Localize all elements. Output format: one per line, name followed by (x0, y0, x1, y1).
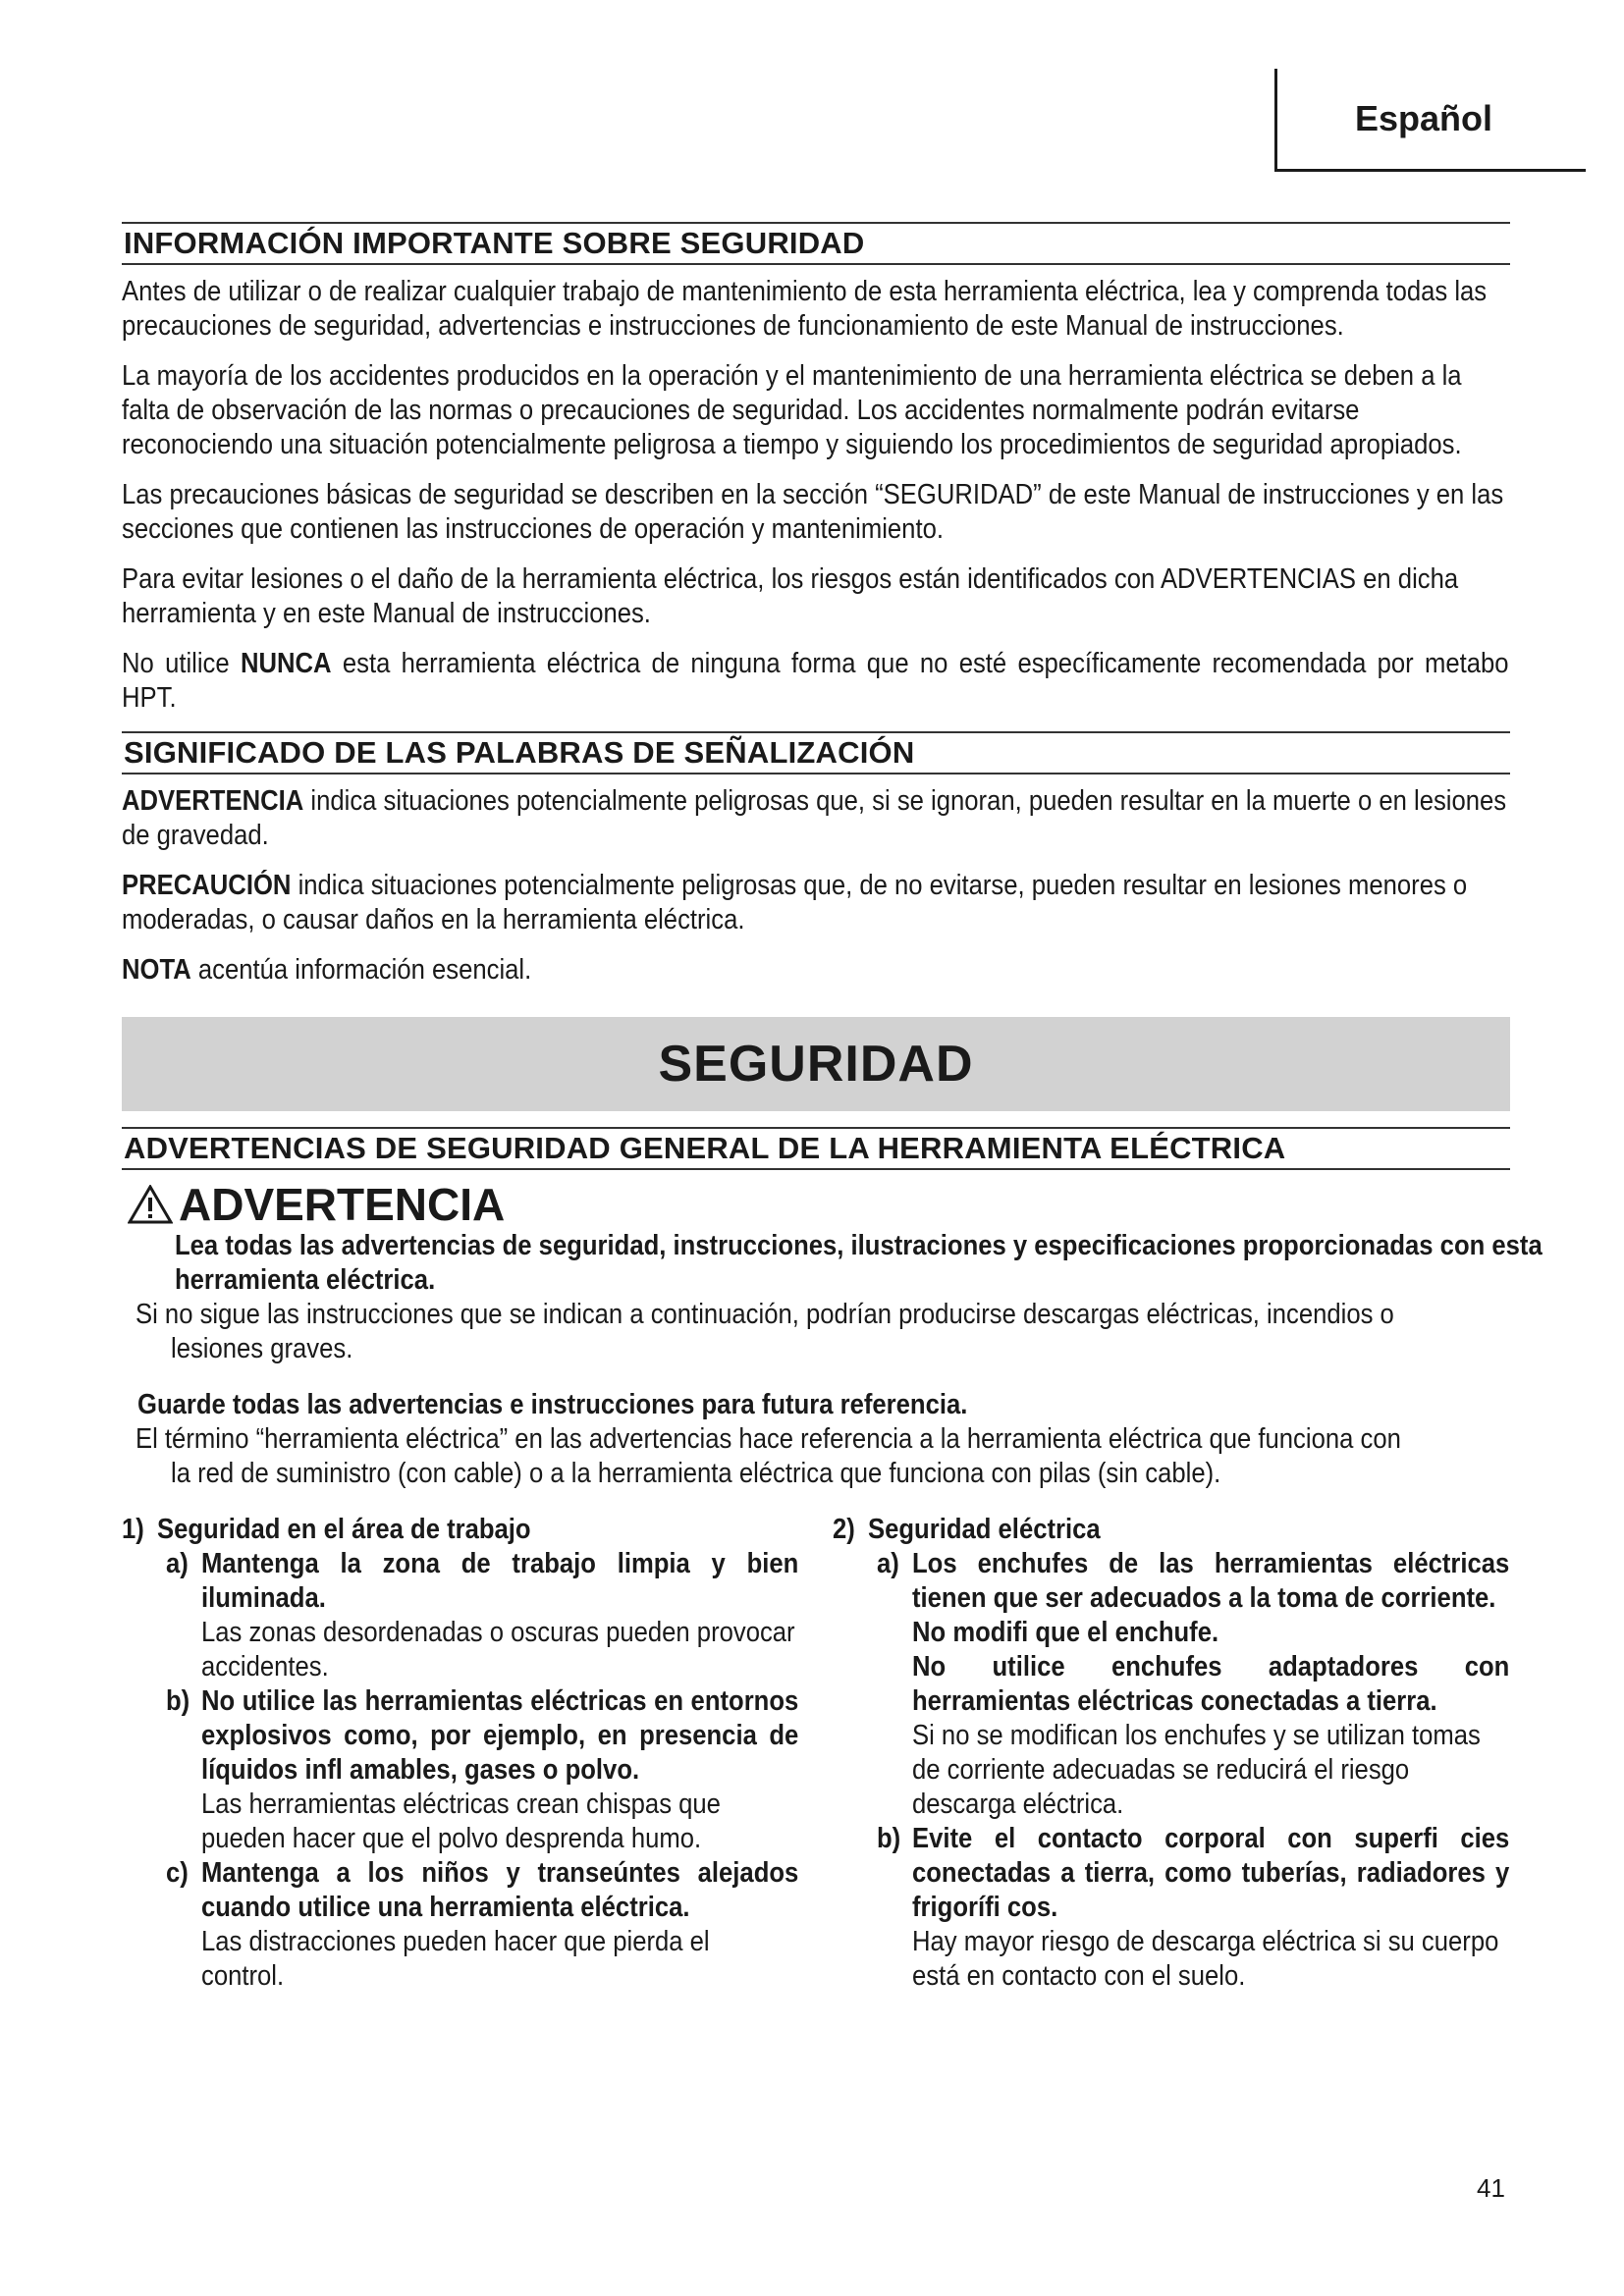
signal-nota: NOTA acentúa información esencial. (122, 954, 532, 986)
info-paragraph-4: Para evitar lesiones o el daño de la herramienta eléctrica, los riesgos están identificados con ADVERTENCIAS en dicha herramienta y en este Manual de instrucciones. (122, 563, 1459, 629)
warning-heading (128, 1180, 1510, 1229)
warning-label: ADVERTENCIA (179, 1179, 506, 1230)
list-item: a) Mantenga la zona de trabajo limpia y bien iluminada. Las zonas desordenadas o oscuras pueden provocar accidentes. (166, 1548, 799, 1682)
warning-read-all: Lea todas las advertencias de seguridad, instrucciones, ilustraciones y especificaciones proporcionadas con esta herramienta eléctrica. (175, 1230, 1543, 1296)
right-column (833, 1513, 1510, 1994)
warning-triangle-icon (128, 1185, 173, 1224)
language-label: Español (1355, 98, 1493, 138)
seguridad-banner: SEGURIDAD (122, 1017, 1510, 1111)
list-item: b) No utilice las herramientas eléctricas en entornos explosivos como, por ejemplo, en presencia de líquidos infl amables, gases o polvo. Las herramientas eléctricas crean chispas que pueden hacer que el polvo desprenda humo. (166, 1685, 799, 1854)
info-paragraph-2: La mayoría de los accidentes producidos en la operación y el mantenimiento de una herramienta eléctrica se deben a la falta de observación de las normas o precauciones de seguridad. Los accidentes normalmente podrán evitarse reconociendo una situación potencialmente peligrosa a tiempo y siguiendo los procedimientos de seguridad apropiados. (122, 360, 1462, 460)
signal-advertencia: ADVERTENCIA indica situaciones potencialmente peligrosas que, si se ignoran, pueden resultar en la muerte o en lesiones de gravedad. (122, 785, 1507, 851)
list-item: c) Mantenga a los niños y transeúntes alejados cuando utilice una herramienta eléctrica. Las distracciones pueden hacer que pierda el control. (166, 1857, 799, 1992)
section-title-signals: SIGNIFICADO DE LAS PALABRAS DE SEÑALIZACIÓN (122, 731, 1510, 774)
warning-keep: Guarde todas las advertencias e instrucciones para futura referencia. (137, 1389, 968, 1420)
page-number: 41 (1477, 2173, 1505, 2203)
warning-term: El término “herramienta eléctrica” en las advertencias hace referencia a la herramienta eléctrica que funciona con la red de suministro (con cable) o a la herramienta eléctrica que funciona con pilas (sin cable). (135, 1423, 1401, 1489)
left-column-heading: 1) Seguridad en el área de trabajo (122, 1514, 531, 1545)
section-title-info: INFORMACIÓN IMPORTANTE SOBRE SEGURIDAD (122, 222, 1510, 265)
info-paragraph-3: Las precauciones básicas de seguridad se describen en la sección “SEGURIDAD” de este Manual de instrucciones y en las secciones que contienen las instrucciones de operación y mantenimiento. (122, 479, 1504, 545)
info-paragraph-1: Antes de utilizar o de realizar cualquier trabajo de mantenimiento de esta herramienta eléctrica, lea y comprenda todas las precauciones de seguridad, advertencias e instrucciones de funcionamiento de este Manual de instrucciones. (122, 276, 1488, 342)
signal-precaucion: PRECAUCIÓN indica situaciones potencialmente peligrosas que, de no evitarse, pueden resultar en lesiones menores o moderadas, o causar daños en la herramienta eléctrica. (122, 870, 1468, 935)
warning-consequence: Si no sigue las instrucciones que se indican a continuación, podrían producirse descargas eléctricas, incendios o lesiones graves. (135, 1299, 1394, 1364)
info-paragraph-5: No utilice NUNCA esta herramienta eléctrica de ninguna forma que no esté específicamente recomendada por metabo HPT. (122, 648, 1509, 714)
never-emphasis: NUNCA (240, 648, 332, 679)
right-column-heading: 2) Seguridad eléctrica (833, 1514, 1101, 1545)
two-column-list (122, 1513, 1510, 1994)
section-title-general: ADVERTENCIAS DE SEGURIDAD GENERAL DE LA HERRAMIENTA ELÉCTRICA (122, 1127, 1510, 1170)
list-item: b) Evite el contacto corporal con superfi cies conectadas a tierra, como tuberías, radiadores y frigorífi cos. Hay mayor riesgo de descarga eléctrica si su cuerpo está en contacto con el suelo. (877, 1823, 1510, 1992)
left-column (122, 1513, 799, 1994)
page-content (122, 222, 1543, 1994)
list-item: a) Los enchufes de las herramientas eléctricas tienen que ser adecuados a la toma de corriente. No modifi que el enchufe. No utilice enchufes adaptadores con herramientas eléctricas conectadas a tierra. Si no se modifican los enchufes y se utilizan tomas de corriente adecuadas se reducirá el riesgo descarga eléctrica. (877, 1548, 1510, 1820)
